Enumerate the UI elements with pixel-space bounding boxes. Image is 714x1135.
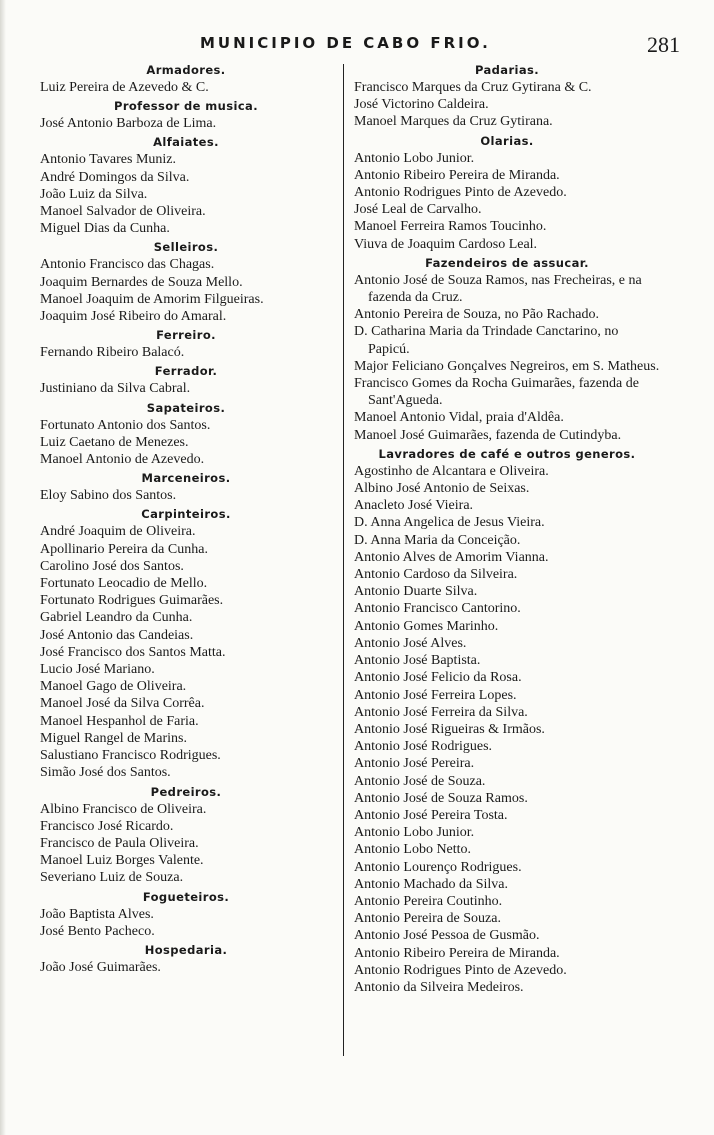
list-entry: Antonio Duarte Silva.: [354, 584, 478, 600]
list-entry: Miguel Dias da Cunha.: [40, 221, 170, 237]
list-entry: Antonio José Pereira Tosta.: [354, 807, 508, 823]
list-entry: Antonio Lourenço Rodrigues.: [354, 859, 522, 875]
list-entry: João José Guimarães.: [40, 959, 161, 975]
section-carpinteiros: [40, 506, 332, 781]
list-entry: Severiano Luiz de Souza.: [40, 870, 184, 886]
list-entry: Antonio José Ferreira da Silva.: [354, 704, 528, 720]
section-title: Selleiros.: [153, 240, 219, 255]
list-entry: José Victorino Caldeira.: [354, 97, 489, 113]
list-entry: Manoel Hespanhol de Faria.: [40, 713, 199, 729]
section-title: Olarias.: [480, 133, 534, 148]
list-entry: André Domingos da Silva.: [40, 169, 190, 185]
list-entry: Antonio Lobo Junior.: [354, 825, 475, 841]
list-entry: Joaquim José Ribeiro do Amaral.: [40, 309, 227, 325]
list-entry: Anacleto José Vieira.: [354, 498, 474, 514]
list-entry: Francisco José Ricardo.: [40, 818, 174, 834]
list-entry: Carolino José dos Santos.: [40, 558, 184, 574]
list-entry: José Leal de Carvalho.: [354, 202, 482, 218]
section-armadores: [40, 62, 332, 96]
list-entry: Antonio José Baptista.: [354, 653, 481, 669]
list-entry: Manoel José Guimarães, fazenda de Cutindyba.: [354, 427, 622, 443]
list-entry: Antonio Tavares Muniz.: [40, 152, 177, 168]
section-professor-de-musica: [40, 98, 332, 132]
section-fogueteiros: [40, 889, 332, 940]
list-entry: Antonio Francisco das Chagas.: [40, 257, 215, 273]
section-title: Armadores.: [146, 63, 226, 77]
list-entry: Viuva de Joaquim Cardoso Leal.: [354, 236, 538, 252]
list-entry: Luiz Pereira de Azevedo & C.: [40, 80, 209, 95]
list-entry: João Baptista Alves.: [40, 906, 154, 922]
list-entry: D. Catharina Maria da Trindade Canctarino, no Papicú.: [354, 324, 619, 357]
section-title: Carpinteiros.: [141, 507, 231, 522]
list-entry: Eloy Sabino dos Santos.: [40, 488, 177, 504]
list-entry: Salustiano Francisco Rodrigues.: [40, 748, 221, 764]
list-entry: Antonio Francisco Cantorino.: [354, 601, 521, 617]
list-entry: Antonio José Ferreira Lopes.: [354, 687, 517, 703]
section-ferrador: [40, 363, 332, 397]
list-entry: João Luiz da Silva.: [40, 186, 148, 202]
section-title: Ferreiro.: [156, 328, 216, 343]
list-entry: Justiniano da Silva Cabral.: [40, 381, 191, 397]
list-entry: José Francisco dos Santos Matta.: [40, 644, 226, 660]
section-title: Hospedaria.: [144, 942, 228, 957]
list-entry: Agostinho de Alcantara e Oliveira.: [354, 463, 549, 479]
section-alfaiates: [40, 134, 332, 237]
page-header: [40, 32, 680, 60]
section-selleiros: [40, 239, 332, 325]
list-entry: Antonio José de Souza.: [354, 773, 486, 789]
list-entry: André Joaquim de Oliveira.: [40, 524, 196, 540]
list-entry: Antonio José de Souza Ramos, nas Frecheiras, e na fazenda da Cruz.: [354, 272, 642, 306]
list-entry: Major Feliciano Gonçalves Negreiros, em S. Matheus.: [354, 358, 660, 374]
list-entry: Antonio Lobo Junior.: [354, 150, 475, 166]
list-entry: Lucio José Mariano.: [40, 662, 155, 678]
list-entry: Simão José dos Santos.: [40, 765, 171, 781]
section-title: Alfaiates.: [153, 135, 219, 150]
list-entry: Manoel Ferreira Ramos Toucinho.: [354, 219, 547, 235]
list-entry: Antonio da Silveira Medeiros.: [354, 979, 524, 995]
list-entry: José Bento Pacheco.: [40, 923, 155, 939]
list-entry: Antonio Machado da Silva.: [354, 876, 508, 892]
list-entry: Manoel Antonio de Azevedo.: [40, 452, 205, 468]
section-olarias: [354, 133, 660, 253]
list-entry: Antonio José Pereira.: [354, 756, 475, 772]
right-column: [354, 60, 660, 996]
section-title: Pedreiros.: [150, 784, 222, 799]
section-ferreiro: [40, 327, 332, 361]
list-entry: Fortunato Leocadio de Mello.: [40, 576, 208, 592]
list-entry: Miguel Rangel de Marins.: [40, 730, 187, 746]
list-entry: Manoel José da Silva Corrêa.: [40, 696, 205, 712]
list-entry: Antonio Lobo Netto.: [354, 842, 472, 858]
list-entry: José Antonio Barboza de Lima.: [40, 116, 217, 132]
list-entry: Antonio Pereira de Souza.: [354, 911, 501, 927]
list-entry: Antonio José de Souza Ramos.: [354, 790, 528, 806]
section-title: Professor de musica.: [113, 99, 258, 114]
list-entry: Antonio Alves de Amorim Vianna.: [354, 549, 549, 565]
list-entry: José Antonio das Candeias.: [40, 627, 194, 643]
section-sapateiros: [40, 400, 332, 469]
list-entry: Antonio Ribeiro Pereira de Miranda.: [354, 945, 560, 961]
section-title: Marceneiros.: [141, 471, 231, 486]
section-hospedaria: [40, 942, 332, 976]
list-entry: Antonio José Alves.: [354, 635, 467, 651]
list-entry: Antonio José Rigueiras & Irmãos.: [354, 721, 545, 737]
list-entry: Antonio José Pessoa de Gusmão.: [354, 928, 540, 944]
left-column: [40, 60, 332, 976]
section-marceneiros: [40, 470, 332, 504]
column-divider: [343, 64, 344, 1056]
list-entry: Antonio Gomes Marinho.: [354, 618, 499, 634]
list-entry: D. Anna Maria da Conceição.: [354, 532, 521, 548]
section-pedreiros: [40, 784, 332, 887]
page-number: 281: [647, 32, 680, 57]
list-entry: Antonio Rodrigues Pinto de Azevedo.: [354, 185, 567, 201]
list-entry: Gabriel Leandro da Cunha.: [40, 610, 193, 626]
list-entry: Manoel Marques da Cruz Gytirana.: [354, 114, 553, 130]
section-title: Sapateiros.: [146, 400, 226, 415]
list-entry: Antonio Pereira Coutinho.: [354, 893, 503, 909]
list-entry: Apollinario Pereira da Cunha.: [40, 541, 208, 557]
list-entry: Fortunato Antonio dos Santos.: [40, 417, 211, 433]
list-entry: Manoel Gago de Oliveira.: [40, 679, 187, 695]
section-padarias: [354, 62, 660, 131]
list-entry: Antonio Ribeiro Pereira de Miranda.: [354, 167, 560, 183]
list-entry: Antonio Pereira de Souza, no Pão Rachado.: [354, 307, 599, 323]
list-entry: Albino José Antonio de Seixas.: [354, 481, 530, 497]
page-edge: [0, 0, 6, 1135]
list-entry: Antonio José Rodrigues.: [354, 739, 493, 755]
section-title: Padarias.: [474, 63, 540, 77]
list-entry: Joaquim Bernardes de Souza Mello.: [40, 274, 243, 290]
list-entry: Antonio Rodrigues Pinto de Azevedo.: [354, 962, 567, 978]
list-entry: Antonio José Felicio da Rosa.: [354, 670, 522, 686]
list-entry: Antonio Cardoso da Silveira.: [354, 567, 518, 583]
list-entry: Francisco de Paula Oliveira.: [40, 835, 199, 851]
section-lavradores-de-cafe-e-outros-generos: [354, 446, 660, 996]
section-title: Ferrador.: [154, 364, 218, 379]
list-entry: Luiz Caetano de Menezes.: [40, 434, 189, 450]
section-title: Fazendeiros de assucar.: [425, 255, 589, 270]
list-entry: Francisco Gomes da Rocha Guimarães, fazenda de Sant'Agueda.: [354, 376, 639, 409]
section-title: Lavradores de café e outros generos.: [378, 446, 636, 461]
list-entry: D. Anna Angelica de Jesus Vieira.: [354, 515, 545, 531]
section-title: Fogueteiros.: [142, 889, 230, 904]
list-entry: Manoel Luiz Borges Valente.: [40, 853, 204, 869]
list-entry: Fortunato Rodrigues Guimarães.: [40, 593, 224, 609]
list-entry: Fernando Ribeiro Balacó.: [40, 345, 185, 361]
list-entry: Manoel Antonio Vidal, praia d'Aldêa.: [354, 410, 564, 426]
list-entry: Manoel Salvador de Oliveira.: [40, 204, 206, 220]
section-fazendeiros-de-assucar: [354, 255, 660, 444]
list-entry: Albino Francisco de Oliveira.: [40, 801, 207, 817]
list-entry: Manoel Joaquim de Amorim Filgueiras.: [40, 291, 264, 307]
list-entry: Francisco Marques da Cruz Gytirana & C.: [354, 80, 592, 95]
page-title: MUNICIPIO DE CABO FRIO.: [200, 34, 491, 52]
